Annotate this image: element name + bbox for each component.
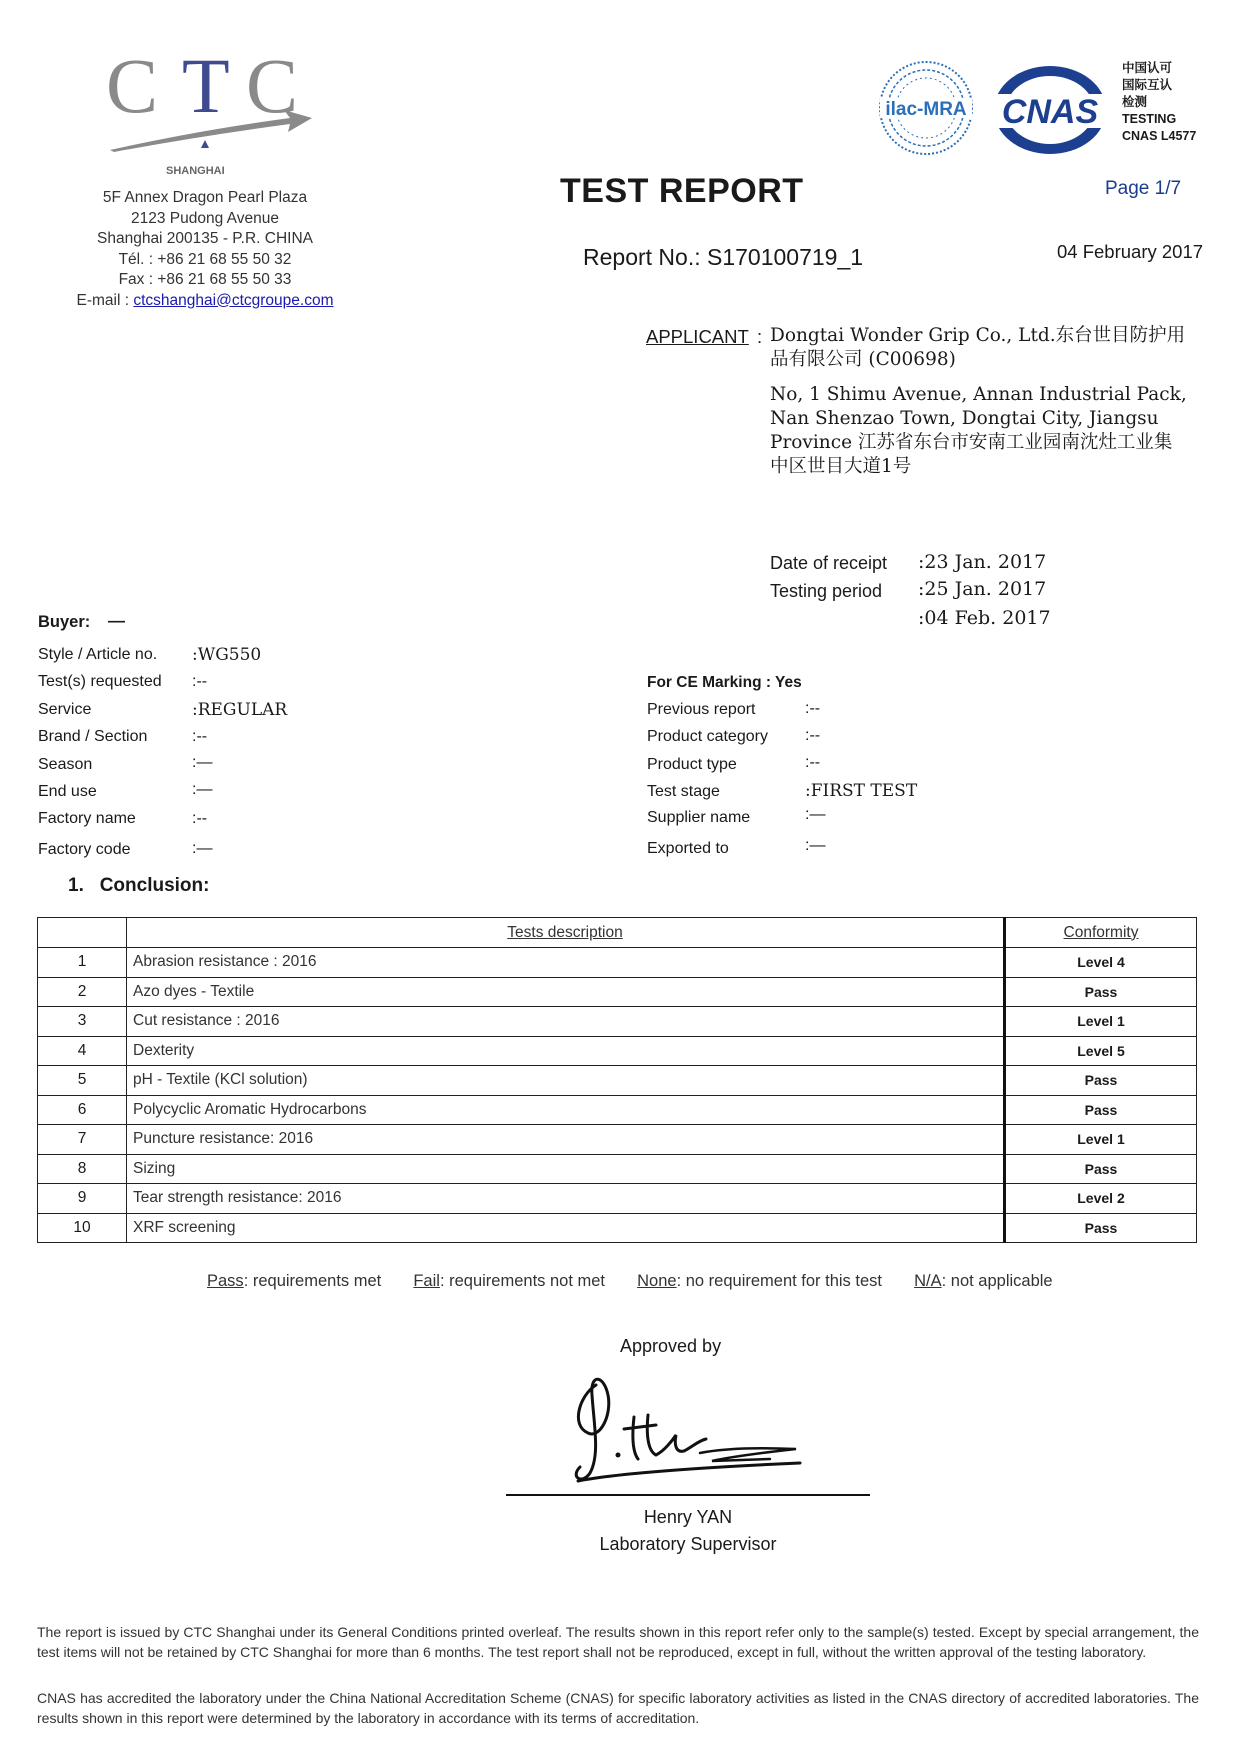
conclusion-table [37, 917, 1197, 1243]
row-conformity: Pass [1005, 977, 1197, 1007]
testing-period-from: :25 Jan. 2017 [918, 578, 1047, 600]
field-label: Brand / Section [38, 728, 148, 745]
row-desc: Dexterity [127, 1036, 1005, 1066]
row-conformity: Level 1 [1005, 1125, 1197, 1155]
row-conformity: Level 4 [1005, 948, 1197, 978]
cnas-testing: TESTING [1122, 112, 1177, 126]
lab-fax: Fax : +86 21 68 55 50 33 [118, 271, 292, 288]
conclusion-heading [68, 875, 209, 897]
row-conformity: Pass [1005, 1066, 1197, 1096]
right-field-label: Product type [647, 756, 737, 773]
row-desc: Azo dyes - Textile [127, 977, 1005, 1007]
row-number: 8 [38, 1154, 127, 1184]
applicant-address: No, 1 Shimu Avenue, Annan Industrial Pack, Nan Shenzao Town, Dongtai City, Jiangsu Province 江苏省东台市安南工业园南沈灶工业集中区世目大道1号 [770, 384, 1187, 477]
report-title: TEST REPORT [560, 172, 804, 210]
lab-phone: Tél. : +86 21 68 55 50 32 [118, 250, 292, 268]
row-desc: Sizing [127, 1154, 1005, 1184]
right-field-label: Product category [647, 728, 768, 745]
header-num [38, 918, 127, 948]
signatory [506, 1504, 870, 1558]
row-number: 7 [38, 1125, 127, 1155]
right-field-label: Exported to [647, 840, 729, 857]
cnas-logo [990, 60, 1110, 160]
header-conf: Conformity [1005, 918, 1197, 948]
row-desc: Polycyclic Aromatic Hydrocarbons [127, 1095, 1005, 1125]
header-desc: Tests description [127, 918, 1005, 948]
footer-disclaimer: The report is issued by CTC Shanghai under its General Conditions printed overleaf. The results shown in this report refer only to the sample(s) tested. Except by special arrangement, the test items will not be retained by CTC Shanghai for more than 6 months. The test report shall not be reproduced, except in full, without the written approval of the testing laboratory. [37, 1624, 1199, 1660]
cnas-cn-line: 检测 [1122, 95, 1148, 109]
table-row [38, 1007, 1197, 1037]
ce-marking: For CE Marking : Yes [647, 674, 802, 691]
table-row [38, 977, 1197, 1007]
left-field [38, 701, 91, 719]
right-field-value: :-- [805, 727, 821, 744]
row-conformity: Pass [1005, 1213, 1197, 1243]
svg-text:CNAS: CNAS [1001, 93, 1099, 131]
section-title: Conclusion: [99, 875, 210, 896]
svg-text:T: T [182, 42, 234, 129]
lab-address-line: Shanghai 200135 - P.R. CHINA [97, 230, 313, 247]
table-row [38, 1154, 1197, 1184]
table-header-row [38, 918, 1197, 948]
legend-na-text: : not applicable [941, 1272, 1053, 1290]
footer-accreditation: CNAS has accredited the laboratory under the China National Accreditation Scheme (CNAS) for specific laboratory activities as listed in the CNAS directory of accredited laboratories. The results shown in this report were determined by the laboratory in accordance with its terms of accreditation. [37, 1690, 1199, 1726]
field-value: :REGULAR [192, 700, 288, 720]
field-value: :-- [192, 810, 208, 827]
signatory-role: Laboratory Supervisor [599, 1534, 777, 1554]
table-row [38, 1125, 1197, 1155]
cnas-code: CNAS L4577 [1122, 129, 1197, 143]
email-link[interactable]: ctcshanghai@ctcgroupe.com [133, 291, 334, 309]
right-field-value: :FIRST TEST [805, 781, 918, 801]
table-row [38, 1095, 1197, 1125]
row-conformity: Level 5 [1005, 1036, 1197, 1066]
field-label: Season [38, 756, 93, 773]
legend-pass-text: : requirements met [243, 1272, 382, 1290]
table-row [38, 1036, 1197, 1066]
testing-period-label: Testing period [770, 581, 883, 601]
date-of-receipt-value: :23 Jan. 2017 [918, 551, 1047, 573]
row-desc: Abrasion resistance : 2016 [127, 948, 1005, 978]
legend-pass-term: Pass [207, 1272, 244, 1290]
buyer-label: Buyer: [38, 613, 91, 631]
ctc-logo [100, 40, 320, 180]
row-number: 6 [38, 1095, 127, 1125]
buyer-value: — [108, 611, 125, 630]
date-of-receipt-label: Date of receipt [770, 553, 888, 573]
right-field-value: :— [805, 806, 826, 823]
report-date: 04 February 2017 [1057, 241, 1204, 262]
legend-none-term: None [637, 1272, 677, 1290]
report-number: Report No.: S170100719_1 [583, 244, 864, 270]
field-label: Style / Article no. [38, 646, 158, 663]
field-value: :-- [192, 673, 208, 690]
svg-text:SHANGHAI: SHANGHAI [166, 165, 225, 177]
table-row [38, 1184, 1197, 1214]
row-number: 10 [38, 1213, 127, 1243]
svg-text:C: C [246, 42, 303, 129]
section-number: 1. [68, 875, 84, 896]
svg-text:C: C [106, 42, 163, 129]
field-label: Service [38, 701, 92, 718]
cnas-cn-line: 国际互认 [1122, 78, 1173, 92]
approved-by-label: Approved by [620, 1336, 722, 1356]
left-field [38, 783, 97, 801]
cnas-caption [1122, 60, 1196, 145]
right-field-label: Test stage [647, 783, 720, 800]
legend-fail-term: Fail [413, 1272, 440, 1290]
row-number: 2 [38, 977, 127, 1007]
email-label: E-mail : [76, 291, 134, 309]
svg-text:ilac-MRA: ilac-MRA [885, 99, 967, 120]
row-number: 1 [38, 948, 127, 978]
handwritten-signature [560, 1355, 810, 1490]
row-conformity: Level 1 [1005, 1007, 1197, 1037]
row-desc: XRF screening [127, 1213, 1005, 1243]
field-value: :-- [192, 728, 208, 745]
row-desc: Cut resistance : 2016 [127, 1007, 1005, 1037]
row-number: 9 [38, 1184, 127, 1214]
right-field-value: :— [805, 837, 826, 854]
right-field-value: :-- [805, 754, 821, 771]
right-field-label: Previous report [647, 701, 756, 718]
left-field [38, 673, 162, 691]
table-row [38, 948, 1197, 978]
page-number: Page 1/7 [1105, 178, 1182, 199]
field-value: :— [192, 754, 213, 771]
applicant-colon: : [757, 326, 763, 347]
legend-fail-text: : requirements not met [439, 1272, 606, 1290]
lab-address-line: 2123 Pudong Avenue [131, 209, 279, 227]
row-number: 5 [38, 1066, 127, 1096]
table-row [38, 1066, 1197, 1096]
left-field [38, 756, 92, 774]
cnas-cn-line: 中国认可 [1122, 61, 1173, 75]
row-desc: Puncture resistance: 2016 [127, 1125, 1005, 1155]
applicant-name: Dongtai Wonder Grip Co., Ltd.东台世目防护用品有限公司 (C00698) [770, 325, 1186, 370]
lab-address-line: 5F Annex Dragon Pearl Plaza [102, 189, 308, 206]
field-value: :— [192, 840, 213, 857]
signatory-name: Henry YAN [643, 1507, 733, 1527]
row-conformity: Pass [1005, 1154, 1197, 1184]
field-label: End use [38, 783, 97, 800]
left-field [38, 841, 130, 859]
field-label: Factory name [38, 810, 136, 827]
applicant-label: APPLICANT [646, 326, 749, 347]
lab-address [60, 188, 350, 311]
row-desc: Tear strength resistance: 2016 [127, 1184, 1005, 1214]
signature-line [506, 1494, 870, 1496]
right-field-value: :-- [805, 700, 821, 717]
ilac-mra-logo [876, 58, 976, 158]
legend-none-text: : no requirement for this test [676, 1272, 882, 1290]
right-field-label: Supplier name [647, 809, 751, 826]
row-number: 4 [38, 1036, 127, 1066]
table-row [38, 1213, 1197, 1243]
row-conformity: Level 2 [1005, 1184, 1197, 1214]
field-value: :WG550 [192, 645, 262, 665]
result-legend [207, 1272, 1053, 1291]
row-desc: pH - Textile (KCl solution) [127, 1066, 1005, 1096]
testing-period-to: :04 Feb. 2017 [918, 607, 1051, 629]
left-field [38, 728, 147, 746]
field-value: :— [192, 781, 213, 798]
legend-na-term: N/A [914, 1272, 942, 1290]
lab-email-row [60, 291, 350, 312]
left-field [38, 646, 157, 664]
field-label: Test(s) requested [38, 673, 162, 690]
field-label: Factory code [38, 841, 131, 858]
row-number: 3 [38, 1007, 127, 1037]
row-conformity: Pass [1005, 1095, 1197, 1125]
left-field [38, 810, 136, 828]
